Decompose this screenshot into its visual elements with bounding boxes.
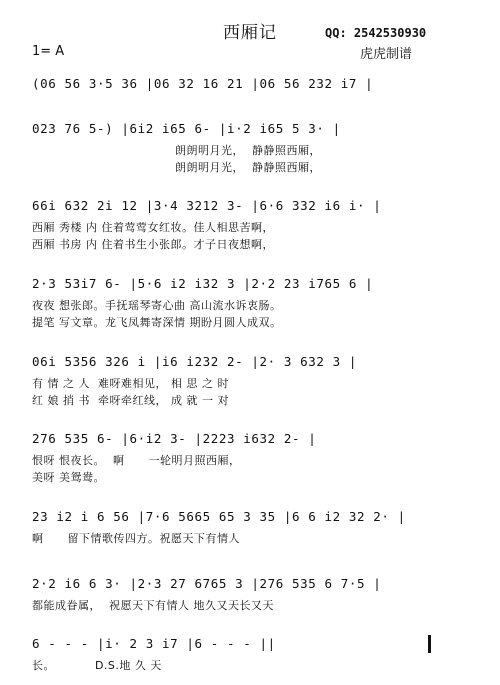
score-row — [0, 508, 500, 558]
score-row — [0, 75, 500, 125]
lyric-line — [0, 221, 500, 235]
notation-text: 2·3 53i7 6- |5·6 i2 i32 3 |2·2 23 i765 6 | — [32, 276, 374, 291]
notation-line — [0, 353, 500, 371]
score-row — [0, 635, 500, 685]
song-title: 西厢记 — [223, 23, 277, 43]
lyric-text: 长。 D.S.地 久 天 — [32, 659, 162, 672]
lyric-text: 西厢 书房 内 住着书生小张郎。才子日夜想啊， — [32, 238, 274, 251]
score-row — [0, 197, 500, 251]
lyric-line — [0, 599, 500, 613]
lyric-line — [0, 161, 500, 175]
lyric-text: 啊 留下情歌传四方。祝愿天下有情人 — [32, 532, 240, 545]
notation-text: 23 i2 i 6 56 |7·6 5665 65 3 35 |6 6 i2 32 2· | — [32, 509, 406, 524]
lyric-text: 美呀 美鸳鸯。 — [32, 471, 105, 484]
notation-line — [0, 197, 500, 215]
score-row — [0, 353, 500, 407]
notation-text: 66i 632 2i 12 |3·4 3212 3- |6·6 332 i6 i· | — [32, 198, 382, 213]
notation-text: 06i 5356 326 i |i6 i232 2- |2· 3 632 3 | — [32, 354, 358, 369]
final-barline — [428, 635, 431, 653]
lyric-line — [0, 659, 500, 673]
score-row — [0, 575, 500, 625]
lyric-line — [0, 316, 500, 330]
notation-line — [0, 120, 500, 138]
notation-line — [0, 575, 500, 593]
lyric-text: 提笔 写文章。龙飞凤舞寄深情 期盼月圆人成双。 — [32, 316, 282, 329]
lyric-line — [0, 471, 500, 485]
lyric-text: 都能成眷属， 祝愿天下有情人 地久又天长又天 — [32, 599, 274, 612]
score-row — [0, 120, 500, 174]
lyric-line — [0, 532, 500, 546]
lyric-text: 夜夜 想张郎。手抚瑶琴寄心曲 高山流水诉衷肠。 — [32, 299, 282, 312]
lyric-text: 朗朗明月光， 静静照西厢， — [175, 144, 321, 157]
lyric-text: 西厢 秀楼 内 住着莺莺女红妆。佳人相思苦啊， — [32, 221, 274, 234]
lyric-text: 朗朗明月光， 静静照西厢， — [175, 161, 321, 174]
notation-text: 6 - - - |i· 2 3 i7 |6 - - - || — [32, 636, 276, 651]
lyric-line — [0, 394, 500, 408]
lyric-line — [0, 144, 500, 158]
notation-text: 2·2 i6 6 3· |2·3 27 6765 3 |276 535 6 7·5 | — [32, 576, 382, 591]
qq-contact: QQ: 2542530930 — [325, 26, 427, 40]
lyric-line — [0, 238, 500, 252]
lyric-text: 恨呀 恨夜长。 啊 一轮明月照西厢， — [32, 454, 241, 467]
lyric-line — [0, 377, 500, 391]
score-author: 虎虎制谱 — [360, 47, 413, 62]
notation-line — [0, 508, 500, 526]
lyric-text: 红 娘 捎 书 牵呀牵红线， 成 就 一 对 — [32, 394, 229, 407]
notation-line — [0, 430, 500, 448]
notation-line — [0, 635, 500, 653]
notation-text: 023 76 5-) |6i2 i65 6- |i·2 i65 5 3· | — [32, 121, 341, 136]
score-row — [0, 275, 500, 329]
lyric-line — [0, 299, 500, 313]
notation-text: (06 56 3·5 36 |06 32 16 21 |06 56 232 i7 | — [32, 76, 374, 91]
lyric-text: 有 情 之 人 难呀难相见， 相 思 之 时 — [32, 377, 229, 390]
notation-text: 276 535 6- |6·i2 3- |2223 i632 2- | — [32, 431, 317, 446]
lyric-line — [0, 454, 500, 468]
notation-line — [0, 75, 500, 93]
score-row — [0, 430, 500, 484]
notation-line — [0, 275, 500, 293]
key-signature: 1= A — [32, 44, 65, 59]
